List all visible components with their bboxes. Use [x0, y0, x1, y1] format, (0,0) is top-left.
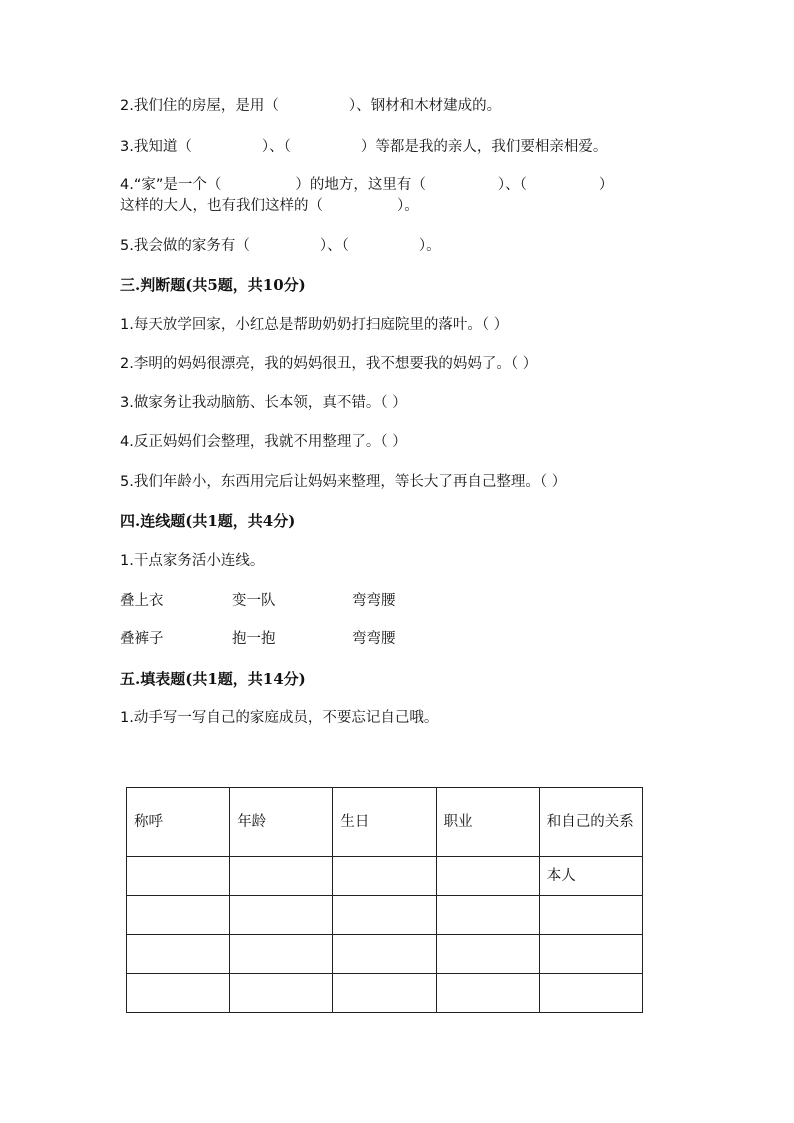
question-3 — [120, 137, 607, 157]
table-cell[interactable] — [127, 896, 230, 935]
table-cell[interactable] — [539, 896, 642, 935]
match-left-1[interactable]: 叠上衣 — [120, 593, 164, 609]
q5-text-c: ）。 — [418, 238, 441, 254]
table-cell[interactable] — [436, 935, 539, 974]
table-cell[interactable] — [333, 896, 436, 935]
q4-text-b: ）的地方，这里有（ — [295, 177, 426, 193]
q3-text-b: ）、（ — [261, 139, 291, 155]
q4-text-e: 这样的大人，也有我们这样的（ — [120, 198, 323, 214]
header-occupation: 职业 — [436, 788, 539, 857]
q4-text-f: ）。 — [397, 198, 419, 214]
table-cell[interactable] — [127, 974, 230, 1013]
q2-text-b: ）、钢材和木材建成的。 — [348, 98, 502, 114]
question-4-line-1 — [120, 175, 613, 195]
match-right-2[interactable]: 弯弯腰 — [352, 631, 396, 647]
table-row — [127, 974, 643, 1013]
table-cell[interactable] — [436, 896, 539, 935]
table-cell[interactable] — [230, 857, 333, 896]
judge-item-3[interactable]: 3.做家务让我动脑筋、长本领，真不错。（ ） — [120, 395, 407, 411]
q2-text-a: 2.我们住的房屋，是用（ — [120, 98, 279, 114]
q5-text-b: ）、（ — [319, 238, 349, 254]
judge-item-5[interactable]: 5.我们年龄小，东西用完后让妈妈来整理，等长大了再自己整理。（ ） — [120, 474, 567, 490]
section-5-title: 五.填表题(共1题，共14分) — [120, 670, 306, 688]
q5-text-a: 5.我会做的家务有（ — [120, 238, 250, 254]
judge-item-1[interactable]: 1.每天放学回家，小红总是帮助奶奶打扫庭院里的落叶。（ ） — [120, 317, 509, 333]
match-left-2[interactable]: 叠裤子 — [120, 631, 164, 647]
header-birthday: 生日 — [333, 788, 436, 857]
matching-question: 1.干点家务活小连线。 — [120, 553, 265, 569]
table-cell[interactable] — [333, 974, 436, 1013]
q4-text-c: ）、（ — [497, 177, 527, 193]
q3-text-a: 3.我知道（ — [120, 139, 192, 155]
table-question: 1.动手写一写自己的家庭成员，不要忘记自己哦。 — [120, 710, 439, 726]
table-cell[interactable] — [539, 974, 642, 1013]
section-3-title: 三.判断题(共5题，共10分) — [120, 276, 306, 294]
q3-text-c: ）等都是我的亲人，我们要相亲相爱。 — [360, 139, 608, 155]
match-right-1[interactable]: 弯弯腰 — [352, 593, 396, 609]
header-relation: 和自己的关系 — [539, 788, 642, 857]
table-cell[interactable] — [539, 935, 642, 974]
family-members-table — [126, 787, 643, 1013]
match-middle-2[interactable]: 抱一抱 — [232, 631, 276, 647]
table-cell[interactable] — [230, 974, 333, 1013]
table-row — [127, 896, 643, 935]
table-cell[interactable] — [230, 896, 333, 935]
table-cell[interactable] — [127, 935, 230, 974]
table-cell[interactable] — [127, 857, 230, 896]
question-4-line-2 — [120, 196, 419, 216]
header-age: 年龄 — [230, 788, 333, 857]
section-4-title: 四.连线题(共1题，共4分) — [120, 512, 296, 530]
q4-text-d: ） — [598, 177, 614, 193]
table-cell[interactable] — [436, 857, 539, 896]
table-row — [127, 935, 643, 974]
table-cell[interactable] — [333, 935, 436, 974]
table-row — [127, 857, 643, 896]
table-cell[interactable]: 本人 — [539, 857, 642, 896]
table-header-row — [127, 788, 643, 857]
q4-text-a: 4.“家”是一个（ — [120, 177, 222, 193]
judge-item-4[interactable]: 4.反正妈妈们会整理，我就不用整理了。（ ） — [120, 434, 407, 450]
match-middle-1[interactable]: 变一队 — [232, 593, 276, 609]
table-cell[interactable] — [436, 974, 539, 1013]
header-title: 称呼 — [127, 788, 230, 857]
table-cell[interactable] — [230, 935, 333, 974]
table-cell[interactable] — [333, 857, 436, 896]
question-2 — [120, 96, 501, 116]
judge-item-2[interactable]: 2.李明的妈妈很漂亮，我的妈妈很丑，我不想要我的妈妈了。（ ） — [120, 356, 538, 372]
question-5 — [120, 236, 441, 256]
